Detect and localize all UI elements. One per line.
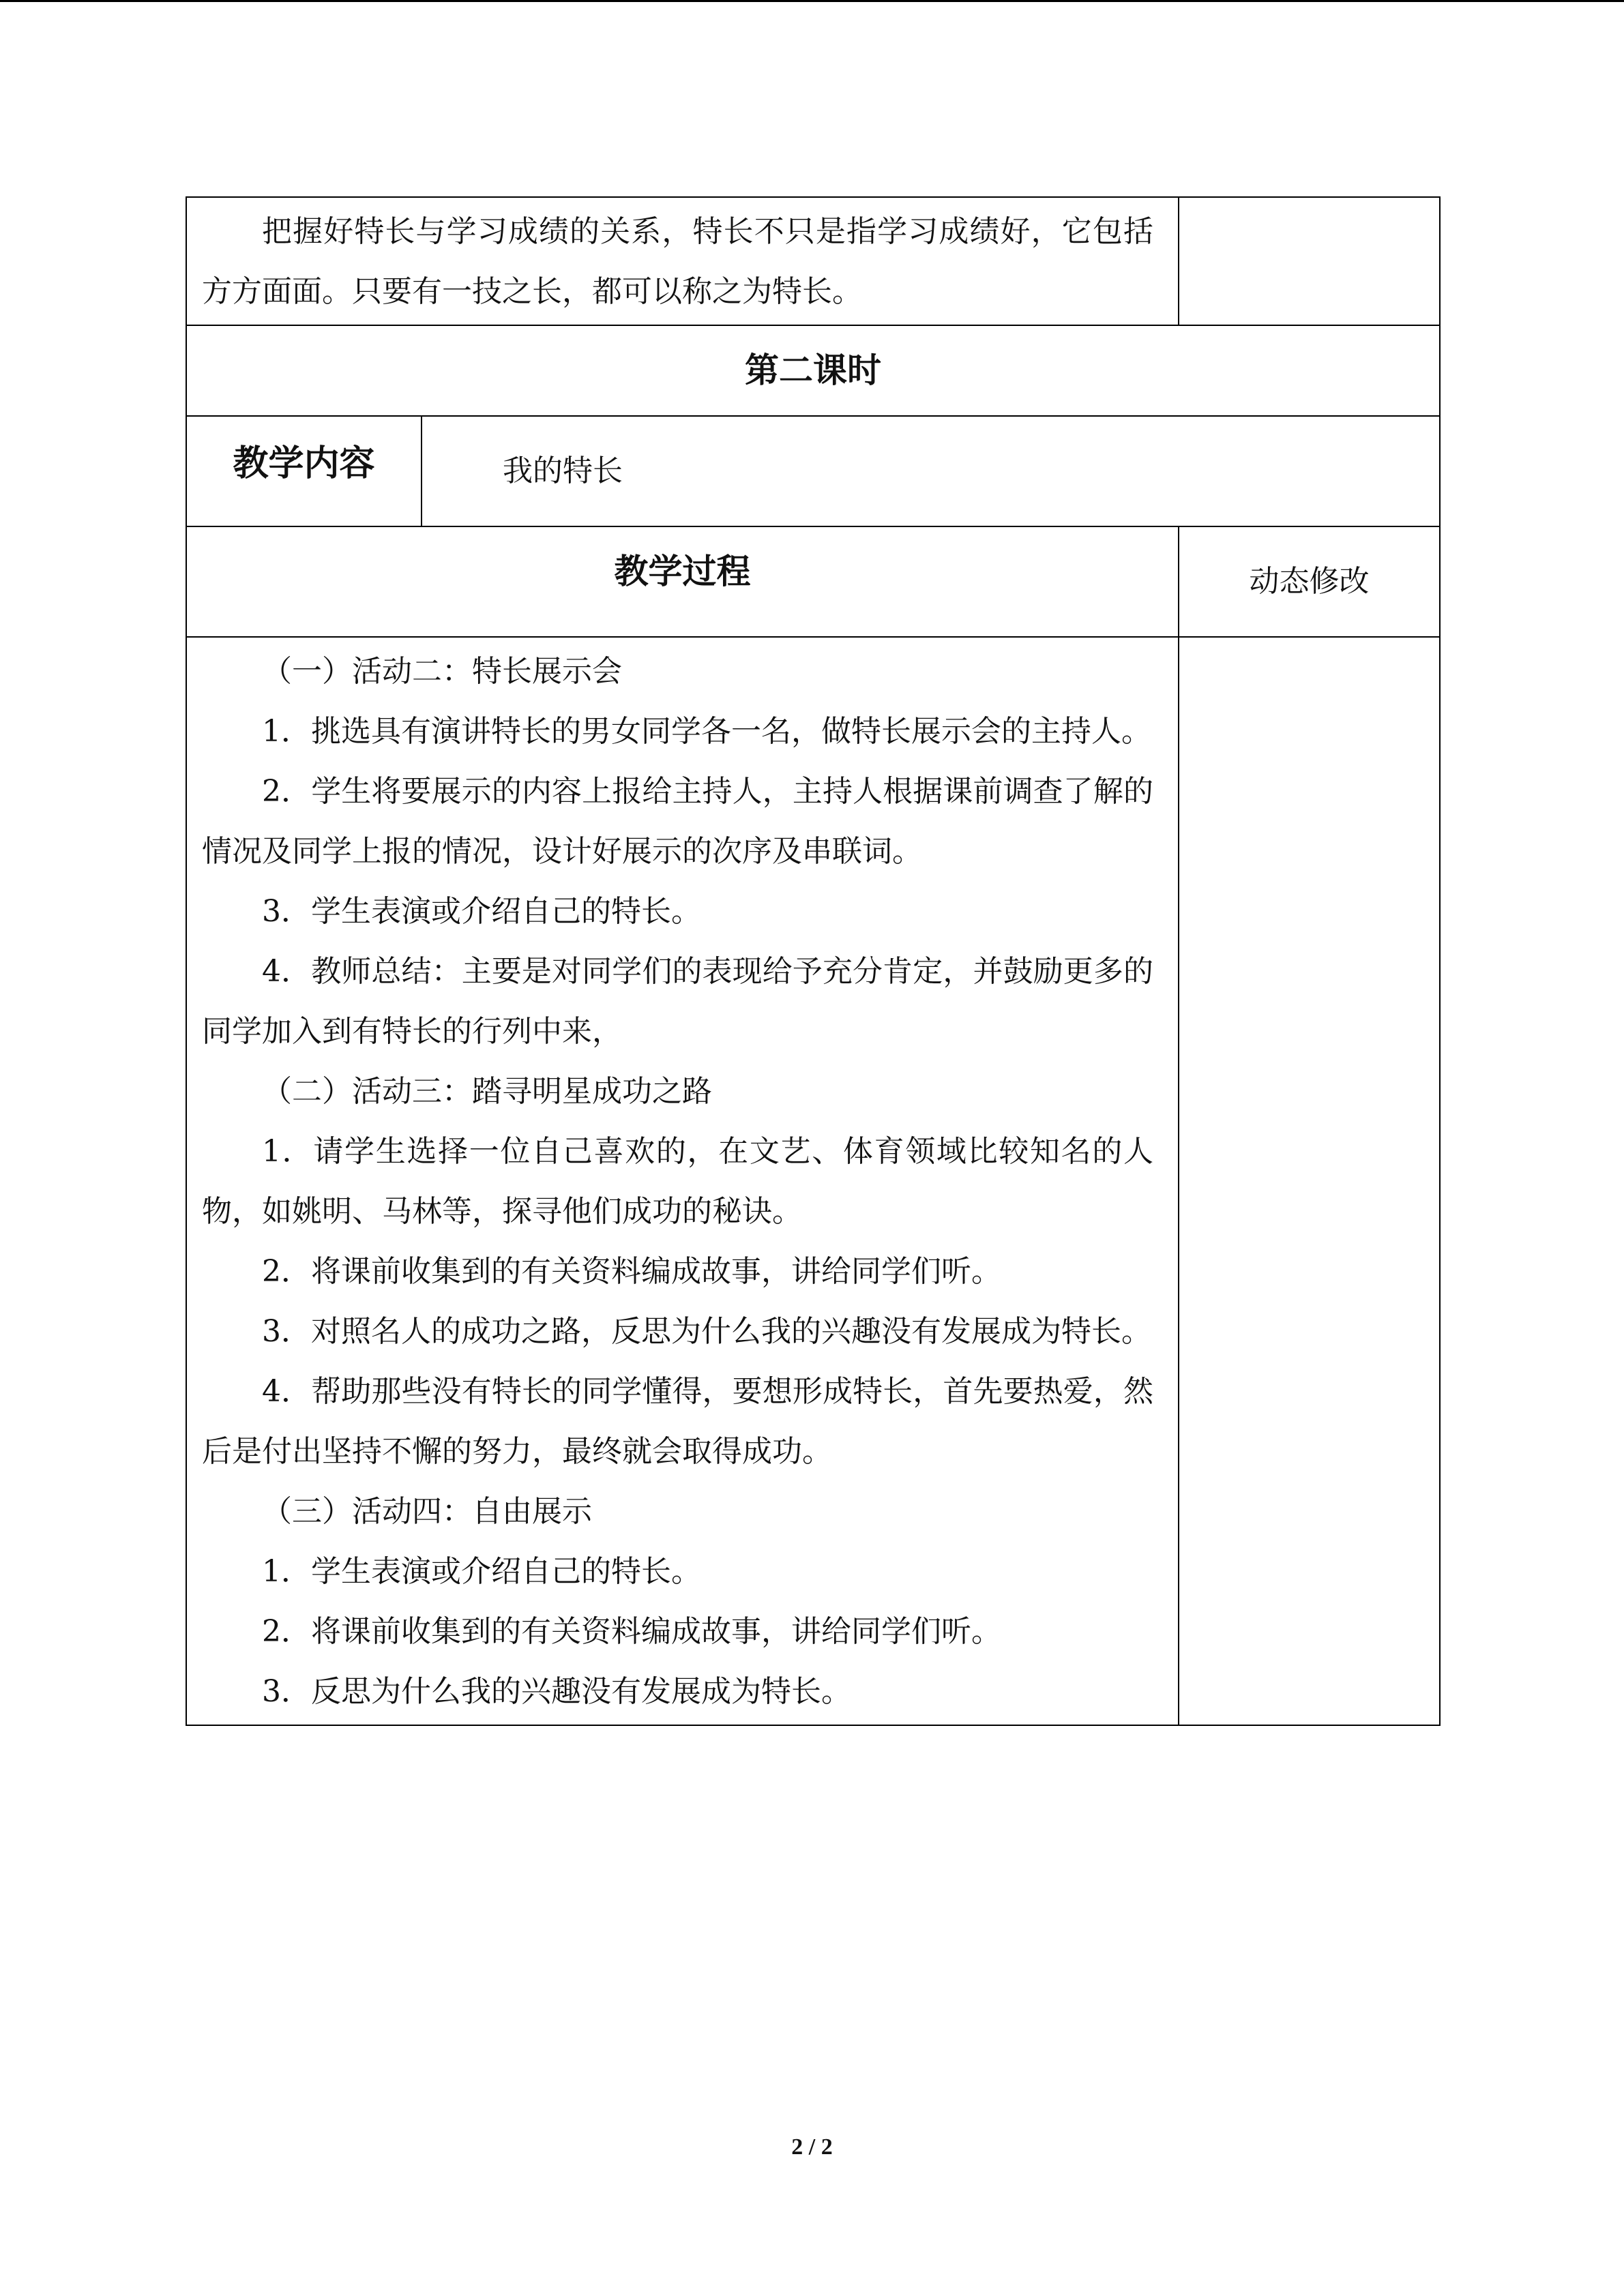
lesson-plan-table xyxy=(186,196,1441,1726)
page-number: 2 / 2 xyxy=(791,2134,833,2160)
content-row xyxy=(186,416,1440,526)
process-paragraph: 1．请学生选择一位自己喜欢的，在文艺、体育领域比较知名的人物，如姚明、马林等，探寻他们成功的秘诀。 xyxy=(202,1134,1153,1229)
process-body-cell xyxy=(186,637,1179,1725)
process-paragraph: 1．学生表演或介绍自己的特长。 xyxy=(262,1554,701,1589)
process-paragraph: （二）活动三：踏寻明星成功之路 xyxy=(262,1074,712,1109)
process-paragraph: （三）活动四：自由展示 xyxy=(262,1494,592,1529)
section-title-row xyxy=(186,325,1440,416)
content-value: 我的特长 xyxy=(422,416,1440,526)
process-paragraph: （一）活动二：特长展示会 xyxy=(262,654,622,689)
intro-row xyxy=(186,197,1440,325)
process-paragraph: 3．对照名人的成功之路，反思为什么我的兴趣没有发展成为特长。 xyxy=(262,1314,1151,1349)
section-title: 第二课时 xyxy=(186,325,1440,416)
intro-revise-cell xyxy=(1179,197,1440,325)
process-header-row xyxy=(186,526,1440,637)
process-paragraph: 4．帮助那些没有特长的同学懂得，要想形成特长，首先要热爱，然后是付出坚持不懈的努力，最终就会取得成功。 xyxy=(202,1374,1153,1469)
top-border-line xyxy=(0,0,1624,2)
process-paragraph: 3．学生表演或介绍自己的特长。 xyxy=(262,894,701,929)
revise-label: 动态修改 xyxy=(1179,526,1440,637)
intro-paragraph: 把握好特长与学习成绩的关系，特长不只是指学习成绩好，它包括方方面面。只要有一技之长，都可以称之为特长。 xyxy=(202,214,1153,309)
content-label: 教学内容 xyxy=(186,416,422,526)
process-paragraph: 3．反思为什么我的兴趣没有发展成为特长。 xyxy=(262,1674,851,1709)
intro-cell xyxy=(186,197,1179,325)
process-body-row xyxy=(186,637,1440,1725)
process-label: 教学过程 xyxy=(186,526,1179,637)
process-paragraph: 1．挑选具有演讲特长的男女同学各一名，做特长展示会的主持人。 xyxy=(262,714,1151,749)
process-paragraph: 2．学生将要展示的内容上报给主持人，主持人根据课前调查了解的情况及同学上报的情况，设计好展示的次序及串联词。 xyxy=(202,774,1153,869)
process-paragraph: 2．将课前收集到的有关资料编成故事，讲给同学们听。 xyxy=(262,1614,1001,1649)
process-paragraph: 4．教师总结：主要是对同学们的表现给予充分肯定，并鼓励更多的同学加入到有特长的行列中来， xyxy=(202,954,1153,1049)
process-revise-cell xyxy=(1179,637,1440,1725)
process-paragraph: 2．将课前收集到的有关资料编成故事，讲给同学们听。 xyxy=(262,1254,1001,1289)
